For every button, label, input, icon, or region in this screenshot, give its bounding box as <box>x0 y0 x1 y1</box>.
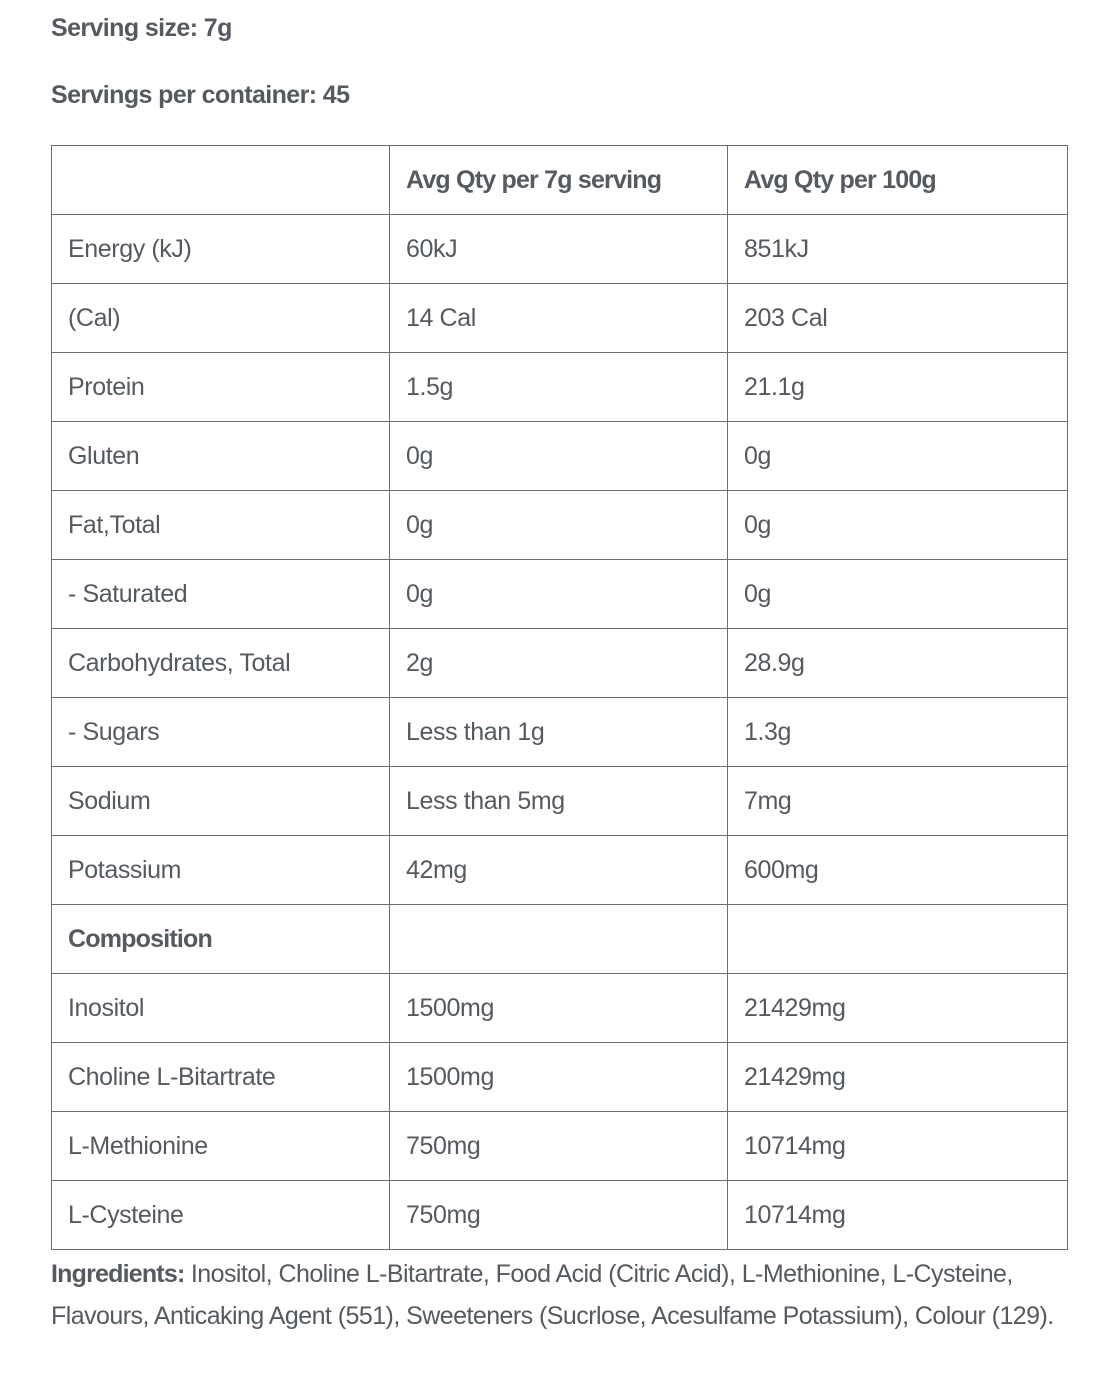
ingredients-label: Ingredients: <box>51 1260 185 1288</box>
ingredients-paragraph <box>51 1253 1081 1337</box>
per-serving-value <box>390 905 728 974</box>
per-serving-value: 1500mg <box>390 974 728 1043</box>
nutrient-label: Choline L-Bitartrate <box>52 1043 390 1112</box>
nutrient-label: Gluten <box>52 422 390 491</box>
per-serving-value: 1500mg <box>390 1043 728 1112</box>
per-serving-value: 1.5g <box>390 353 728 422</box>
nutrient-label: Potassium <box>52 836 390 905</box>
composition-section-row <box>52 905 1068 974</box>
per-serving-value: Less than 1g <box>390 698 728 767</box>
per-serving-value: 2g <box>390 629 728 698</box>
per-100g-value: 10714mg <box>728 1181 1068 1250</box>
nutrient-label: - Sugars <box>52 698 390 767</box>
table-row <box>52 767 1068 836</box>
table-row <box>52 215 1068 284</box>
nutrient-label: Energy (kJ) <box>52 215 390 284</box>
per-serving-value: 0g <box>390 491 728 560</box>
per-100g-value: 21429mg <box>728 1043 1068 1112</box>
per-100g-value: 21429mg <box>728 974 1068 1043</box>
servings-per-container-text: Servings per container: 45 <box>51 81 350 109</box>
nutrient-label: L-Cysteine <box>52 1181 390 1250</box>
nutrient-label: - Saturated <box>52 560 390 629</box>
nutrient-label: (Cal) <box>52 284 390 353</box>
table-header-row <box>52 146 1068 215</box>
per-serving-value: 750mg <box>390 1181 728 1250</box>
per-100g-value: 851kJ <box>728 215 1068 284</box>
per-100g-value: 21.1g <box>728 353 1068 422</box>
table-row <box>52 1112 1068 1181</box>
per-serving-value: 42mg <box>390 836 728 905</box>
per-100g-value: 0g <box>728 560 1068 629</box>
per-serving-value: 0g <box>390 422 728 491</box>
table-row <box>52 491 1068 560</box>
per-serving-value: 750mg <box>390 1112 728 1181</box>
per-100g-value <box>728 905 1068 974</box>
nutrient-label: Carbohydrates, Total <box>52 629 390 698</box>
per-100g-value: 7mg <box>728 767 1068 836</box>
per-serving-value: 0g <box>390 560 728 629</box>
serving-size-text: Serving size: 7g <box>51 14 232 42</box>
nutrient-label: Sodium <box>52 767 390 836</box>
per-100g-value: 1.3g <box>728 698 1068 767</box>
table-row <box>52 836 1068 905</box>
table-row <box>52 974 1068 1043</box>
table-row <box>52 698 1068 767</box>
nutrient-label: L-Methionine <box>52 1112 390 1181</box>
table-row <box>52 629 1068 698</box>
ingredients-text: Inositol, Choline L-Bitartrate, Food Acid (Citric Acid), L-Methionine, L-Cysteine, Flavours, Anticaking Agent (551), Sweeteners (Sucrlose, Acesulfame Potassium), Colour (129). <box>51 1260 1054 1330</box>
table-row <box>52 1043 1068 1112</box>
header-per-100g: Avg Qty per 100g <box>728 146 1068 215</box>
per-100g-value: 0g <box>728 422 1068 491</box>
per-serving-value: 60kJ <box>390 215 728 284</box>
per-100g-value: 600mg <box>728 836 1068 905</box>
table-row <box>52 560 1068 629</box>
header-per-serving: Avg Qty per 7g serving <box>390 146 728 215</box>
per-100g-value: 28.9g <box>728 629 1068 698</box>
per-serving-value: 14 Cal <box>390 284 728 353</box>
table-row <box>52 422 1068 491</box>
table-row <box>52 353 1068 422</box>
nutrient-label: Protein <box>52 353 390 422</box>
table-row <box>52 284 1068 353</box>
table-row <box>52 1181 1068 1250</box>
per-100g-value: 0g <box>728 491 1068 560</box>
nutrient-label: Fat,Total <box>52 491 390 560</box>
nutrient-label: Inositol <box>52 974 390 1043</box>
per-serving-value: Less than 5mg <box>390 767 728 836</box>
per-100g-value: 203 Cal <box>728 284 1068 353</box>
header-nutrient <box>52 146 390 215</box>
composition-heading: Composition <box>52 905 390 974</box>
nutrition-table <box>51 145 1068 1250</box>
per-100g-value: 10714mg <box>728 1112 1068 1181</box>
